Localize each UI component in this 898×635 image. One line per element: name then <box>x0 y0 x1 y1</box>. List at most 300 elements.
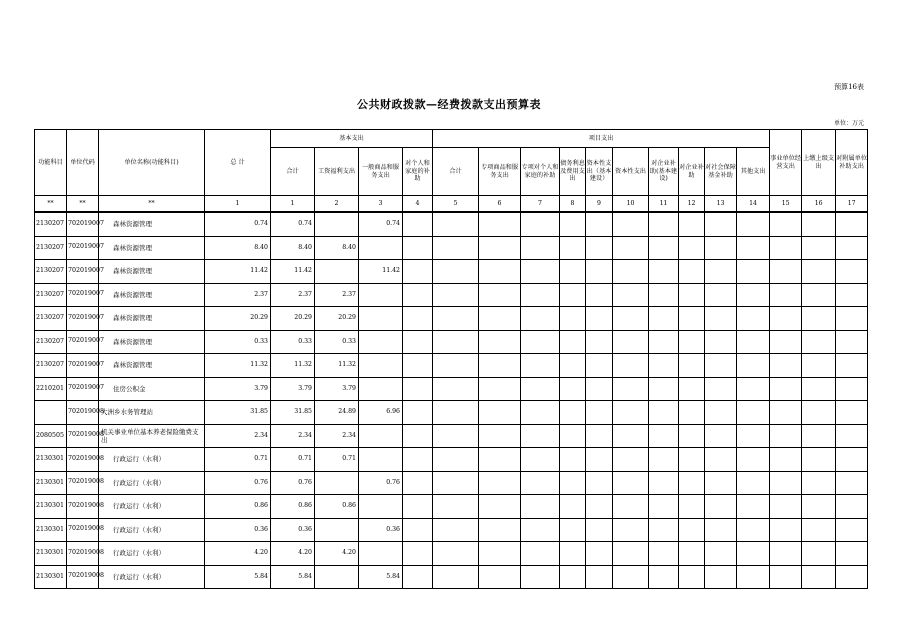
empty-cell <box>479 260 521 284</box>
unit-code-cell: 702019007 <box>67 212 99 236</box>
basic-sum-cell: 2.34 <box>271 424 315 448</box>
empty-cell <box>649 307 679 331</box>
basic-wage-cell: 11.32 <box>315 354 359 378</box>
unit-label: 单位：万元 <box>833 120 864 127</box>
index-cell: 16 <box>802 196 836 213</box>
empty-cell <box>613 495 649 519</box>
empty-cell <box>613 542 649 566</box>
empty-cell <box>770 212 802 236</box>
empty-cell <box>836 236 868 260</box>
empty-cell <box>737 471 770 495</box>
empty-cell <box>613 330 649 354</box>
empty-cell <box>770 542 802 566</box>
empty-cell <box>705 518 737 542</box>
empty-cell <box>521 212 560 236</box>
col-project-capital-build: 资本性支出（基本建设） <box>586 148 613 196</box>
empty-cell <box>836 283 868 307</box>
unit-code-cell: 702019007 <box>67 330 99 354</box>
empty-cell <box>836 495 868 519</box>
empty-cell <box>433 236 479 260</box>
basic-wage-cell: 0.71 <box>315 448 359 472</box>
empty-cell <box>479 542 521 566</box>
empty-cell <box>613 354 649 378</box>
basic-sum-cell: 0.36 <box>271 518 315 542</box>
empty-cell <box>433 307 479 331</box>
unit-code-cell: 702019007 <box>67 236 99 260</box>
empty-cell <box>433 448 479 472</box>
func-code-cell: 2130301 <box>35 495 67 519</box>
empty-cell <box>479 236 521 260</box>
func-code-cell: 2130301 <box>35 518 67 542</box>
empty-cell <box>802 283 836 307</box>
empty-cell <box>679 236 705 260</box>
basic-sum-cell: 11.32 <box>271 354 315 378</box>
empty-cell <box>705 424 737 448</box>
basic-sum-cell: 0.86 <box>271 495 315 519</box>
table-row <box>35 330 868 354</box>
index-cell: ** <box>67 196 99 213</box>
unit-code-cell: 702019007 <box>67 260 99 284</box>
empty-cell <box>560 471 586 495</box>
empty-cell <box>649 283 679 307</box>
table-row <box>35 307 868 331</box>
col-project-social: 对社会保障基金补助 <box>705 148 737 196</box>
empty-cell <box>679 377 705 401</box>
func-code-cell: 2130207 <box>35 330 67 354</box>
empty-cell <box>586 542 613 566</box>
empty-cell <box>679 260 705 284</box>
empty-cell <box>737 354 770 378</box>
empty-cell <box>770 307 802 331</box>
empty-cell <box>649 424 679 448</box>
empty-cell <box>679 518 705 542</box>
index-cell: 9 <box>586 196 613 213</box>
empty-cell <box>586 377 613 401</box>
empty-cell <box>679 283 705 307</box>
empty-cell <box>770 377 802 401</box>
empty-cell <box>479 518 521 542</box>
empty-cell <box>613 448 649 472</box>
empty-cell <box>649 542 679 566</box>
empty-cell <box>649 377 679 401</box>
empty-cell <box>521 424 560 448</box>
total-cell: 0.76 <box>205 471 271 495</box>
total-cell: 0.74 <box>205 212 271 236</box>
basic-wage-cell: 4.20 <box>315 542 359 566</box>
index-cell: 8 <box>560 196 586 213</box>
col-group-project: 项目支出 <box>433 130 770 148</box>
index-cell: 15 <box>770 196 802 213</box>
empty-cell <box>802 518 836 542</box>
total-cell: 5.84 <box>205 565 271 589</box>
empty-cell <box>586 424 613 448</box>
unit-code-cell: 702019007 <box>67 283 99 307</box>
empty-cell <box>737 330 770 354</box>
basic-person-cell <box>403 448 433 472</box>
empty-cell <box>705 542 737 566</box>
index-cell: 11 <box>649 196 679 213</box>
basic-goods-cell <box>359 307 403 331</box>
total-cell: 4.20 <box>205 542 271 566</box>
index-cell: 6 <box>479 196 521 213</box>
basic-wage-cell: 8.40 <box>315 236 359 260</box>
empty-cell <box>836 212 868 236</box>
empty-cell <box>521 260 560 284</box>
func-code-cell: 2130301 <box>35 542 67 566</box>
col-group-basic: 基本支出 <box>271 130 433 148</box>
unit-name-cell: 大洲乡水务管理站 <box>99 401 205 425</box>
empty-cell <box>649 518 679 542</box>
unit-code-cell: 702019007 <box>67 307 99 331</box>
basic-wage-cell <box>315 518 359 542</box>
empty-cell <box>649 401 679 425</box>
col-business: 事业单位经营支出 <box>770 130 802 196</box>
empty-cell <box>433 565 479 589</box>
func-code-cell: 2080505 <box>35 424 67 448</box>
empty-cell <box>613 471 649 495</box>
empty-cell <box>586 518 613 542</box>
col-affiliated: 对附属单位补助支出 <box>836 130 868 196</box>
empty-cell <box>586 283 613 307</box>
table-row <box>35 401 868 425</box>
empty-cell <box>836 424 868 448</box>
col-basic-wage: 工资福利支出 <box>315 148 359 196</box>
basic-sum-cell: 20.29 <box>271 307 315 331</box>
empty-cell <box>586 401 613 425</box>
basic-sum-cell: 0.33 <box>271 330 315 354</box>
empty-cell <box>521 448 560 472</box>
empty-cell <box>560 448 586 472</box>
empty-cell <box>770 236 802 260</box>
empty-cell <box>679 424 705 448</box>
basic-sum-cell: 5.84 <box>271 565 315 589</box>
empty-cell <box>586 307 613 331</box>
total-cell: 0.71 <box>205 448 271 472</box>
empty-cell <box>836 354 868 378</box>
unit-name-cell: 行政运行（水利） <box>99 542 205 566</box>
unit-code-cell: 702019008 <box>67 565 99 589</box>
empty-cell <box>836 471 868 495</box>
basic-wage-cell <box>315 212 359 236</box>
func-code-cell: 2130301 <box>35 471 67 495</box>
table-row <box>35 542 868 566</box>
table-row <box>35 212 868 236</box>
empty-cell <box>705 330 737 354</box>
table-row <box>35 424 868 448</box>
table-row <box>35 565 868 589</box>
empty-cell <box>560 260 586 284</box>
empty-cell <box>836 307 868 331</box>
empty-cell <box>705 212 737 236</box>
empty-cell <box>479 354 521 378</box>
empty-cell <box>705 307 737 331</box>
unit-code-cell: 702019007 <box>67 377 99 401</box>
empty-cell <box>649 212 679 236</box>
func-code-cell <box>35 401 67 425</box>
empty-cell <box>705 260 737 284</box>
empty-cell <box>613 236 649 260</box>
basic-person-cell <box>403 424 433 448</box>
empty-cell <box>802 495 836 519</box>
table-row <box>35 471 868 495</box>
empty-cell <box>521 518 560 542</box>
empty-cell <box>433 495 479 519</box>
empty-cell <box>679 212 705 236</box>
empty-cell <box>836 518 868 542</box>
empty-cell <box>433 330 479 354</box>
basic-person-cell <box>403 495 433 519</box>
empty-cell <box>679 401 705 425</box>
empty-cell <box>705 565 737 589</box>
basic-person-cell <box>403 471 433 495</box>
total-cell: 3.79 <box>205 377 271 401</box>
index-cell: 3 <box>359 196 403 213</box>
total-cell: 11.42 <box>205 260 271 284</box>
empty-cell <box>679 542 705 566</box>
unit-name-cell: 行政运行（水利） <box>99 565 205 589</box>
empty-cell <box>649 471 679 495</box>
unit-name-cell: 住房公积金 <box>99 377 205 401</box>
col-upper: 上缴上级支出 <box>802 130 836 196</box>
empty-cell <box>560 283 586 307</box>
empty-cell <box>649 330 679 354</box>
empty-cell <box>679 330 705 354</box>
unit-code-cell: 702019008 <box>67 471 99 495</box>
unit-code-cell: 702019007 <box>67 354 99 378</box>
basic-wage-cell: 24.89 <box>315 401 359 425</box>
empty-cell <box>433 401 479 425</box>
unit-name-cell: 森林资源管理 <box>99 307 205 331</box>
empty-cell <box>649 565 679 589</box>
empty-cell <box>433 377 479 401</box>
index-cell: 10 <box>613 196 649 213</box>
empty-cell <box>770 565 802 589</box>
empty-cell <box>613 212 649 236</box>
empty-cell <box>433 260 479 284</box>
empty-cell <box>836 330 868 354</box>
empty-cell <box>479 565 521 589</box>
basic-person-cell <box>403 565 433 589</box>
col-basic-person: 对个人和家庭的补助 <box>403 148 433 196</box>
basic-goods-cell <box>359 542 403 566</box>
empty-cell <box>802 377 836 401</box>
empty-cell <box>479 401 521 425</box>
empty-cell <box>479 283 521 307</box>
empty-cell <box>521 283 560 307</box>
empty-cell <box>649 495 679 519</box>
basic-goods-cell <box>359 377 403 401</box>
total-cell: 0.33 <box>205 330 271 354</box>
empty-cell <box>705 377 737 401</box>
empty-cell <box>560 236 586 260</box>
unit-name-cell: 森林资源管理 <box>99 354 205 378</box>
empty-cell <box>560 565 586 589</box>
empty-cell <box>433 212 479 236</box>
basic-wage-cell <box>315 565 359 589</box>
col-unit-code: 单位代码 <box>67 130 99 196</box>
empty-cell <box>802 542 836 566</box>
table-row <box>35 518 868 542</box>
col-func-code: 功能科目 <box>35 130 67 196</box>
table-number: 预算16表 <box>834 83 864 91</box>
empty-cell <box>705 448 737 472</box>
total-cell: 0.86 <box>205 495 271 519</box>
index-cell: 17 <box>836 196 868 213</box>
basic-person-cell <box>403 307 433 331</box>
basic-goods-cell: 6.96 <box>359 401 403 425</box>
total-cell: 8.40 <box>205 236 271 260</box>
empty-cell <box>613 565 649 589</box>
empty-cell <box>613 401 649 425</box>
total-cell: 11.32 <box>205 354 271 378</box>
empty-cell <box>521 307 560 331</box>
total-cell: 20.29 <box>205 307 271 331</box>
basic-wage-cell <box>315 471 359 495</box>
empty-cell <box>770 401 802 425</box>
empty-cell <box>737 236 770 260</box>
empty-cell <box>679 448 705 472</box>
empty-cell <box>705 354 737 378</box>
empty-cell <box>433 283 479 307</box>
empty-cell <box>521 565 560 589</box>
empty-cell <box>737 212 770 236</box>
empty-cell <box>613 518 649 542</box>
index-cell: 4 <box>403 196 433 213</box>
basic-wage-cell: 3.79 <box>315 377 359 401</box>
index-cell: 5 <box>433 196 479 213</box>
basic-person-cell <box>403 518 433 542</box>
empty-cell <box>521 495 560 519</box>
empty-cell <box>521 330 560 354</box>
basic-wage-cell: 2.37 <box>315 283 359 307</box>
basic-person-cell <box>403 401 433 425</box>
total-cell: 0.36 <box>205 518 271 542</box>
empty-cell <box>770 495 802 519</box>
empty-cell <box>802 212 836 236</box>
empty-cell <box>613 307 649 331</box>
total-cell: 2.34 <box>205 424 271 448</box>
unit-code-cell: 702019008 <box>67 518 99 542</box>
empty-cell <box>586 260 613 284</box>
empty-cell <box>586 448 613 472</box>
func-code-cell: 2130207 <box>35 283 67 307</box>
empty-cell <box>521 236 560 260</box>
empty-cell <box>679 307 705 331</box>
empty-cell <box>737 424 770 448</box>
empty-cell <box>836 565 868 589</box>
empty-cell <box>679 471 705 495</box>
empty-cell <box>479 307 521 331</box>
empty-cell <box>479 448 521 472</box>
basic-person-cell <box>403 260 433 284</box>
empty-cell <box>586 495 613 519</box>
empty-cell <box>479 377 521 401</box>
col-project-person: 专项对个人和家庭的补助 <box>521 148 560 196</box>
col-total: 总 计 <box>205 130 271 196</box>
func-code-cell: 2130207 <box>35 212 67 236</box>
empty-cell <box>679 354 705 378</box>
empty-cell <box>836 542 868 566</box>
empty-cell <box>705 471 737 495</box>
empty-cell <box>560 354 586 378</box>
empty-cell <box>613 283 649 307</box>
basic-wage-cell: 0.33 <box>315 330 359 354</box>
unit-name-cell: 森林资源管理 <box>99 260 205 284</box>
empty-cell <box>836 401 868 425</box>
empty-cell <box>433 518 479 542</box>
unit-name-cell: 行政运行（水利） <box>99 448 205 472</box>
empty-cell <box>521 471 560 495</box>
total-cell: 2.37 <box>205 283 271 307</box>
basic-person-cell <box>403 542 433 566</box>
empty-cell <box>560 330 586 354</box>
func-code-cell: 2130301 <box>35 565 67 589</box>
basic-goods-cell <box>359 236 403 260</box>
col-project-enterprise: 对企业补助 <box>679 148 705 196</box>
empty-cell <box>770 354 802 378</box>
empty-cell <box>802 448 836 472</box>
basic-goods-cell: 5.84 <box>359 565 403 589</box>
empty-cell <box>836 377 868 401</box>
unit-code-cell: 702019008 <box>67 401 99 425</box>
func-code-cell: 2130301 <box>35 448 67 472</box>
budget-table <box>34 129 868 589</box>
col-basic-sum: 合计 <box>271 148 315 196</box>
unit-code-cell: 702019008 <box>67 495 99 519</box>
col-project-other: 其他支出 <box>737 148 770 196</box>
basic-person-cell <box>403 236 433 260</box>
basic-sum-cell: 31.85 <box>271 401 315 425</box>
table-row <box>35 236 868 260</box>
empty-cell <box>770 471 802 495</box>
func-code-cell: 2130207 <box>35 307 67 331</box>
empty-cell <box>560 377 586 401</box>
col-project-sum: 合计 <box>433 148 479 196</box>
basic-person-cell <box>403 354 433 378</box>
empty-cell <box>802 236 836 260</box>
empty-cell <box>586 330 613 354</box>
table-row <box>35 354 868 378</box>
table-row <box>35 377 868 401</box>
func-code-cell: 2130207 <box>35 260 67 284</box>
basic-goods-cell: 0.76 <box>359 471 403 495</box>
empty-cell <box>802 260 836 284</box>
empty-cell <box>705 236 737 260</box>
empty-cell <box>705 401 737 425</box>
basic-wage-cell: 2.34 <box>315 424 359 448</box>
col-project-goods: 专项商品和服务支出 <box>479 148 521 196</box>
empty-cell <box>737 518 770 542</box>
unit-name-cell: 森林资源管理 <box>99 236 205 260</box>
basic-sum-cell: 11.42 <box>271 260 315 284</box>
unit-name-cell: 行政运行（水利） <box>99 518 205 542</box>
empty-cell <box>679 495 705 519</box>
empty-cell <box>737 542 770 566</box>
empty-cell <box>770 448 802 472</box>
empty-cell <box>737 565 770 589</box>
index-cell: 12 <box>679 196 705 213</box>
empty-cell <box>802 565 836 589</box>
unit-name-cell: 森林资源管理 <box>99 212 205 236</box>
empty-cell <box>737 448 770 472</box>
basic-person-cell <box>403 330 433 354</box>
index-cell: 1 <box>205 196 271 213</box>
empty-cell <box>770 330 802 354</box>
basic-wage-cell: 20.29 <box>315 307 359 331</box>
empty-cell <box>737 260 770 284</box>
empty-cell <box>802 401 836 425</box>
empty-cell <box>649 448 679 472</box>
